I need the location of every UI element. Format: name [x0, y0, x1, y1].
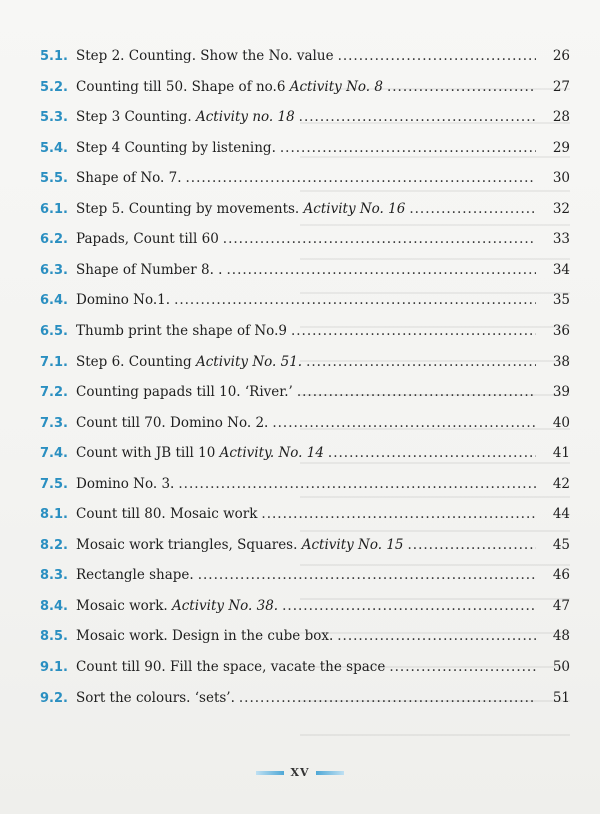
page-number: 48 — [552, 628, 570, 645]
page-footer — [0, 766, 600, 779]
page-number: 42 — [552, 475, 570, 492]
section-title — [76, 48, 334, 64]
toc-entry — [40, 109, 570, 131]
section-number: 7.2. — [40, 385, 68, 401]
section-number: 6.2. — [40, 232, 68, 248]
page-number: 51 — [552, 689, 570, 706]
section-number: 8.4. — [40, 598, 68, 614]
section-title-text: Papads, Count till 60 — [76, 231, 219, 248]
dot-leader — [328, 445, 536, 461]
dot-leader — [280, 140, 536, 156]
section-title — [76, 354, 302, 370]
dot-leader — [174, 292, 536, 308]
section-title — [76, 476, 174, 492]
page-folio: XV — [290, 766, 310, 779]
page-number: 33 — [552, 231, 570, 248]
page-number: 28 — [552, 109, 570, 126]
page-number: 27 — [552, 78, 570, 95]
dot-leader — [291, 323, 536, 339]
section-title-text: Domino No. 3. — [76, 475, 175, 492]
section-title-text: Mosaic work. — [76, 597, 172, 614]
section-title-text: Counting till 50. Shape of no.6 — [76, 78, 290, 95]
section-title-text: Domino No.1. — [76, 292, 171, 309]
dot-leader — [389, 659, 536, 675]
dot-leader — [186, 170, 537, 186]
page-number: 36 — [552, 322, 570, 339]
toc-entry — [40, 659, 570, 681]
section-number: 9.2. — [40, 690, 68, 706]
section-title-text: Count till 70. Domino No. 2. — [76, 414, 269, 431]
toc-entry — [40, 445, 570, 467]
section-number: 5.1. — [40, 49, 68, 64]
toc-entry — [40, 384, 570, 406]
section-number: 8.5. — [40, 629, 68, 645]
page-number: 40 — [552, 414, 570, 431]
page-number: 39 — [552, 384, 570, 401]
toc-entry — [40, 598, 570, 620]
section-title-text: Step 4 Counting by listening. — [76, 139, 276, 156]
section-title-text: Counting papads till 10. ‘River.’ — [76, 384, 293, 401]
section-number: 7.4. — [40, 446, 68, 462]
activity-reference: Activity no. 18 — [195, 109, 295, 126]
activity-reference: Activity No. 8 — [289, 78, 383, 95]
section-number: 9.1. — [40, 660, 68, 675]
section-title-text: Rectangle shape. — [76, 567, 194, 584]
section-number: 5.2. — [40, 79, 68, 95]
dot-leader — [223, 231, 536, 247]
section-number: 5.5. — [40, 171, 68, 187]
toc-entry — [40, 292, 570, 314]
section-title — [76, 567, 194, 583]
section-title — [76, 445, 324, 461]
section-title-text: Step 5. Counting by movements. — [76, 200, 304, 217]
toc-entry — [40, 79, 570, 101]
section-title-text: Shape of Number 8. . — [76, 261, 223, 278]
toc-entry — [40, 140, 570, 162]
bleed-through-shadow — [300, 60, 570, 760]
activity-reference: Activity No. 16 — [303, 200, 406, 217]
toc-entry — [40, 201, 570, 223]
dot-leader — [261, 506, 536, 522]
section-title-text: Step 3 Counting. — [76, 109, 196, 126]
page-number: 38 — [552, 353, 570, 370]
dot-leader — [178, 476, 536, 492]
toc-entry — [40, 262, 570, 284]
activity-reference: Activity. No. 14 — [219, 445, 324, 462]
section-title-text: Mosaic work. Design in the cube box. — [76, 628, 334, 645]
section-title — [76, 323, 287, 339]
section-title-text: Thumb print the shape of No.9 — [76, 322, 287, 339]
dot-leader — [272, 415, 536, 431]
section-title — [76, 140, 276, 156]
section-title — [76, 506, 257, 522]
dot-leader — [338, 48, 536, 64]
dot-leader — [409, 201, 536, 217]
section-title-text: Mosaic work triangles, Squares. — [76, 536, 302, 553]
section-title-text: Shape of No. 7. — [76, 170, 182, 187]
section-title — [76, 201, 405, 217]
section-number: 8.2. — [40, 537, 68, 553]
dot-leader — [282, 598, 536, 614]
toc-entry — [40, 354, 570, 376]
section-number: 5.4. — [40, 140, 68, 156]
section-number: 6.3. — [40, 262, 68, 278]
page-number: 35 — [552, 292, 570, 309]
section-title — [76, 628, 333, 644]
section-title — [76, 79, 383, 95]
dot-leader — [198, 567, 536, 583]
dot-leader — [239, 690, 536, 706]
section-title — [76, 109, 295, 125]
section-number: 8.3. — [40, 568, 68, 584]
activity-reference: Activity No. 15 — [301, 536, 404, 553]
section-title-text: Sort the colours. ‘sets’. — [76, 689, 235, 706]
section-title — [76, 415, 268, 431]
page-number: 47 — [552, 597, 570, 614]
section-number: 7.3. — [40, 415, 68, 431]
page-number: 29 — [552, 139, 570, 156]
section-title-text: Step 2. Counting. Show the No. value — [76, 48, 334, 64]
section-title-text: Step 6. Counting — [76, 353, 196, 370]
section-title — [76, 690, 235, 706]
toc-entry — [40, 170, 570, 192]
dot-leader — [306, 354, 536, 370]
section-title-text: Count till 90. Fill the space, vacate the space — [76, 659, 386, 675]
section-title-text: Count till 80. Mosaic work — [76, 506, 258, 523]
section-number: 6.1. — [40, 201, 68, 217]
activity-reference: Activity No. 51. — [195, 353, 303, 370]
section-title-text: Count with JB till 10 — [76, 445, 220, 462]
dot-leader — [408, 537, 536, 553]
footer-bar-left — [256, 771, 284, 775]
section-number: 7.5. — [40, 476, 68, 492]
section-title — [76, 292, 170, 308]
page-number: 50 — [552, 659, 570, 675]
toc-entry — [40, 567, 570, 589]
page-number: 34 — [552, 261, 570, 278]
activity-reference: Activity No. 38. — [172, 597, 279, 614]
section-title — [76, 170, 182, 186]
dot-leader — [226, 262, 536, 278]
section-number: 6.5. — [40, 323, 68, 339]
section-number: 7.1. — [40, 354, 68, 370]
toc-entry — [40, 537, 570, 559]
toc-entry — [40, 476, 570, 498]
footer-bar-right — [316, 771, 344, 775]
section-number: 6.4. — [40, 293, 68, 309]
toc-entry — [40, 506, 570, 528]
dot-leader — [299, 109, 536, 125]
section-number: 5.3. — [40, 110, 68, 126]
toc-entry — [40, 231, 570, 253]
page-number: 30 — [552, 170, 570, 187]
dot-leader — [337, 628, 536, 644]
section-title — [76, 384, 293, 400]
toc-entry — [40, 48, 570, 70]
page-number: 46 — [552, 567, 570, 584]
page-number: 45 — [552, 536, 570, 553]
section-title — [76, 659, 385, 675]
section-title — [76, 231, 219, 247]
page-number: 26 — [552, 48, 570, 64]
page-number: 32 — [552, 200, 570, 217]
toc-entry — [40, 323, 570, 345]
toc-entry — [40, 415, 570, 437]
page-number: 41 — [552, 445, 570, 462]
toc-entry — [40, 690, 570, 712]
dot-leader — [387, 79, 536, 95]
toc-entry — [40, 628, 570, 650]
section-title — [76, 537, 404, 553]
section-title — [76, 262, 222, 278]
dot-leader — [297, 384, 536, 400]
section-number: 8.1. — [40, 507, 68, 523]
section-title — [76, 598, 278, 614]
page-number: 44 — [552, 506, 570, 523]
